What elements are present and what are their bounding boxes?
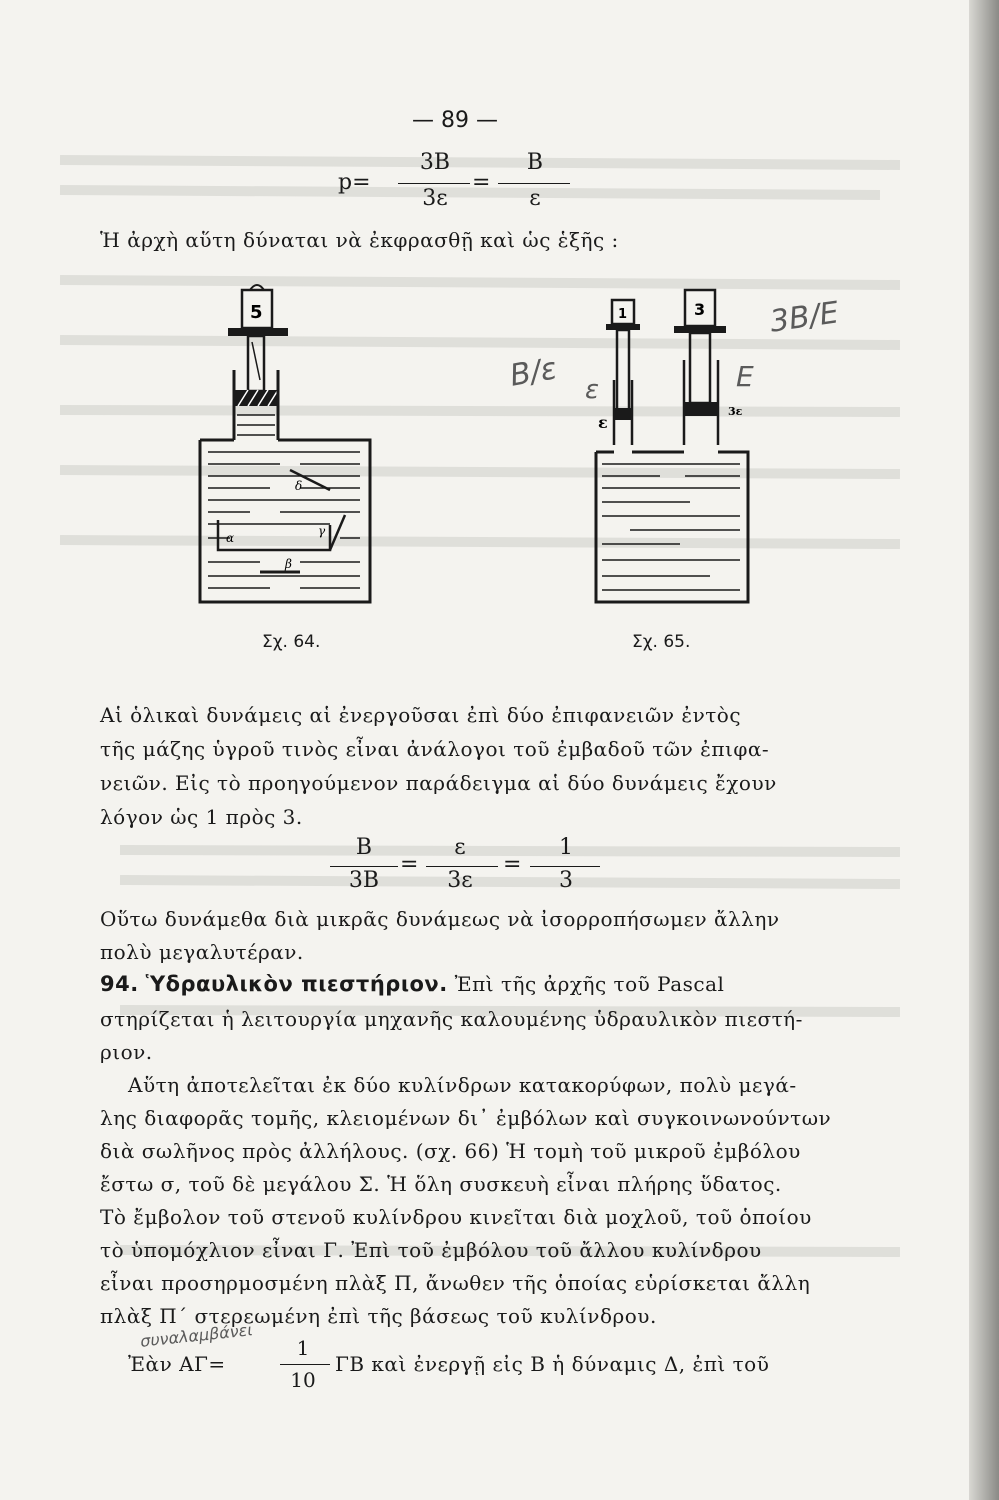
ratio-bar-3: [530, 866, 600, 867]
section-94-heading-line: [100, 972, 724, 996]
label-gamma: γ: [318, 524, 326, 538]
ratio-bar-2: [426, 866, 498, 867]
handwritten-epsilon: ε: [585, 375, 600, 405]
ratio-den-3: 3: [559, 868, 573, 893]
para3-line-3: διὰ σωλῆνος πρὸς ἀλλήλους. (σχ. 66) Ἡ τομὴ τοῦ μικροῦ ἐμβόλου: [100, 1139, 801, 1163]
page-edge-shadow: [969, 0, 999, 1500]
para1-line-4: λόγον ὡς 1 πρὸς 3.: [100, 805, 303, 829]
formula-equals: =: [472, 170, 491, 195]
weight-label: 5: [250, 302, 263, 323]
formula-den-1: 3ε: [422, 186, 448, 211]
small-piston-label: ε: [598, 413, 608, 432]
para3-line-6: τὸ ὑπομόχλιον εἶναι Γ. Ἐπὶ τοῦ ἐμβόλου τοῦ ἄλλου κυλίνδρου: [100, 1238, 762, 1262]
large-weight-label: 3: [694, 300, 706, 319]
ratio-equals-1: =: [400, 852, 419, 877]
large-piston-label: 3ε: [728, 405, 743, 418]
para3-line-8: πλὰξ Π΄ στερεωμένη ἐπὶ τῆς βάσεως τοῦ κυλίνδρου.: [100, 1304, 657, 1328]
last-line-end: ΓΒ καὶ ἐνεργῇ εἰς Β ἡ δύναμις Δ, ἐπὶ τοῦ: [335, 1352, 770, 1376]
formula-den-2: ε: [529, 186, 541, 211]
section-line-1: στηρίζεται ἡ λειτουργία μηχανῆς καλουμένης ὑδραυλικὸν πιεστή-: [100, 1007, 803, 1031]
label-delta: δ: [295, 479, 303, 493]
section-number: 94.: [100, 972, 139, 996]
handwritten-3b-over-e: 3B/E: [767, 295, 841, 340]
para1-line-1: Αἱ ὁλικαὶ δυνάμεις αἱ ἐνεργοῦσαι ἐπὶ δύο ἐπιφανειῶν ἐντὸς: [100, 703, 742, 727]
handwritten-b-over-e: B/ε: [507, 351, 560, 394]
ratio-equals-2: =: [503, 852, 522, 877]
formula-num-1: 3B: [419, 150, 451, 175]
para1-line-2: τῆς μάζης ὑγροῦ τινὸς εἶναι ἀνάλογοι τοῦ ἐμβαδοῦ τῶν ἐπιφα-: [100, 737, 770, 761]
para3-line-1: Αὕτη ἀποτελεῖται ἐκ δύο κυλίνδρων κατακορύφων, πολὺ μεγά-: [128, 1073, 797, 1097]
caption-fig-65: Σχ. 65.: [632, 632, 691, 652]
figure-64: [190, 280, 390, 615]
formula-num-2: B: [526, 150, 544, 175]
section-title: Ὑδραυλικὸν πιεστήριον.: [145, 972, 448, 996]
fraction-bar-2: [498, 183, 570, 184]
formula-lhs: p=: [338, 170, 371, 195]
para3-line-5: Τὸ ἔμβολον τοῦ στενοῦ κυλίνδρου κινεῖται διὰ μοχλοῦ, τοῦ ὁποίου: [100, 1205, 812, 1229]
ratio-den-1: 3B: [348, 868, 380, 893]
ratio-den-2: 3ε: [447, 868, 473, 893]
para3-line-4: ἔστω σ, τοῦ δὲ μεγάλου Σ. Ἡ ὅλη συσκευὴ εἶναι πλήρης ὕδατος.: [100, 1172, 782, 1196]
para1-line-3: νειῶν. Εἰς τὸ προηγούμενον παράδειγμα αἱ δύο δυνάμεις ἔχουν: [100, 771, 777, 795]
label-beta: β: [285, 557, 292, 571]
fraction-bar-1: [398, 183, 470, 184]
ratio-num-3: 1: [559, 835, 573, 860]
section-line-2: ριον.: [100, 1040, 153, 1064]
section-title-rest: Ἐπὶ τῆς ἀρχῆς τοῦ Pascal: [454, 972, 725, 996]
caption-fig-64: Σχ. 64.: [262, 632, 321, 652]
page-number: — 89 —: [412, 108, 498, 133]
para2-line-1: Οὕτω δυνάμεθα διὰ μικρᾶς δυνάμεως νὰ ἰσορροπήσωμεν ἄλλην: [100, 907, 780, 931]
intro-line: Ἡ ἀρχὴ αὕτη δύναται νὰ ἐκφρασθῇ καὶ ὡς ἑξῆς :: [100, 228, 619, 252]
last-line-bar: [280, 1364, 330, 1365]
last-line-den: 10: [290, 1368, 316, 1392]
small-weight-label: 1: [618, 307, 628, 322]
para3-line-2: λης διαφορᾶς τομῆς, κλειομένων δι᾽ ἐμβόλων καὶ συγκοινωνούντων: [100, 1106, 832, 1130]
ratio-num-2: ε: [454, 835, 466, 860]
ratio-num-1: B: [355, 835, 373, 860]
para2-line-2: πολὺ μεγαλυτέραν.: [100, 940, 304, 964]
figure-65: [590, 280, 760, 615]
handwritten-margin-note: συναλαμβάνει: [139, 1320, 254, 1351]
last-line-start: Ἐὰν ΑΓ=: [128, 1352, 226, 1376]
last-line-num: 1: [296, 1336, 310, 1360]
handwritten-capital-e: E: [736, 360, 754, 393]
para3-line-7: εἶναι προσηρμοσμένη πλὰξ Π, ἄνωθεν τῆς ὁποίας εὑρίσκεται ἄλλη: [100, 1271, 811, 1295]
label-alpha: α: [226, 531, 235, 545]
ratio-bar-1: [330, 866, 398, 867]
